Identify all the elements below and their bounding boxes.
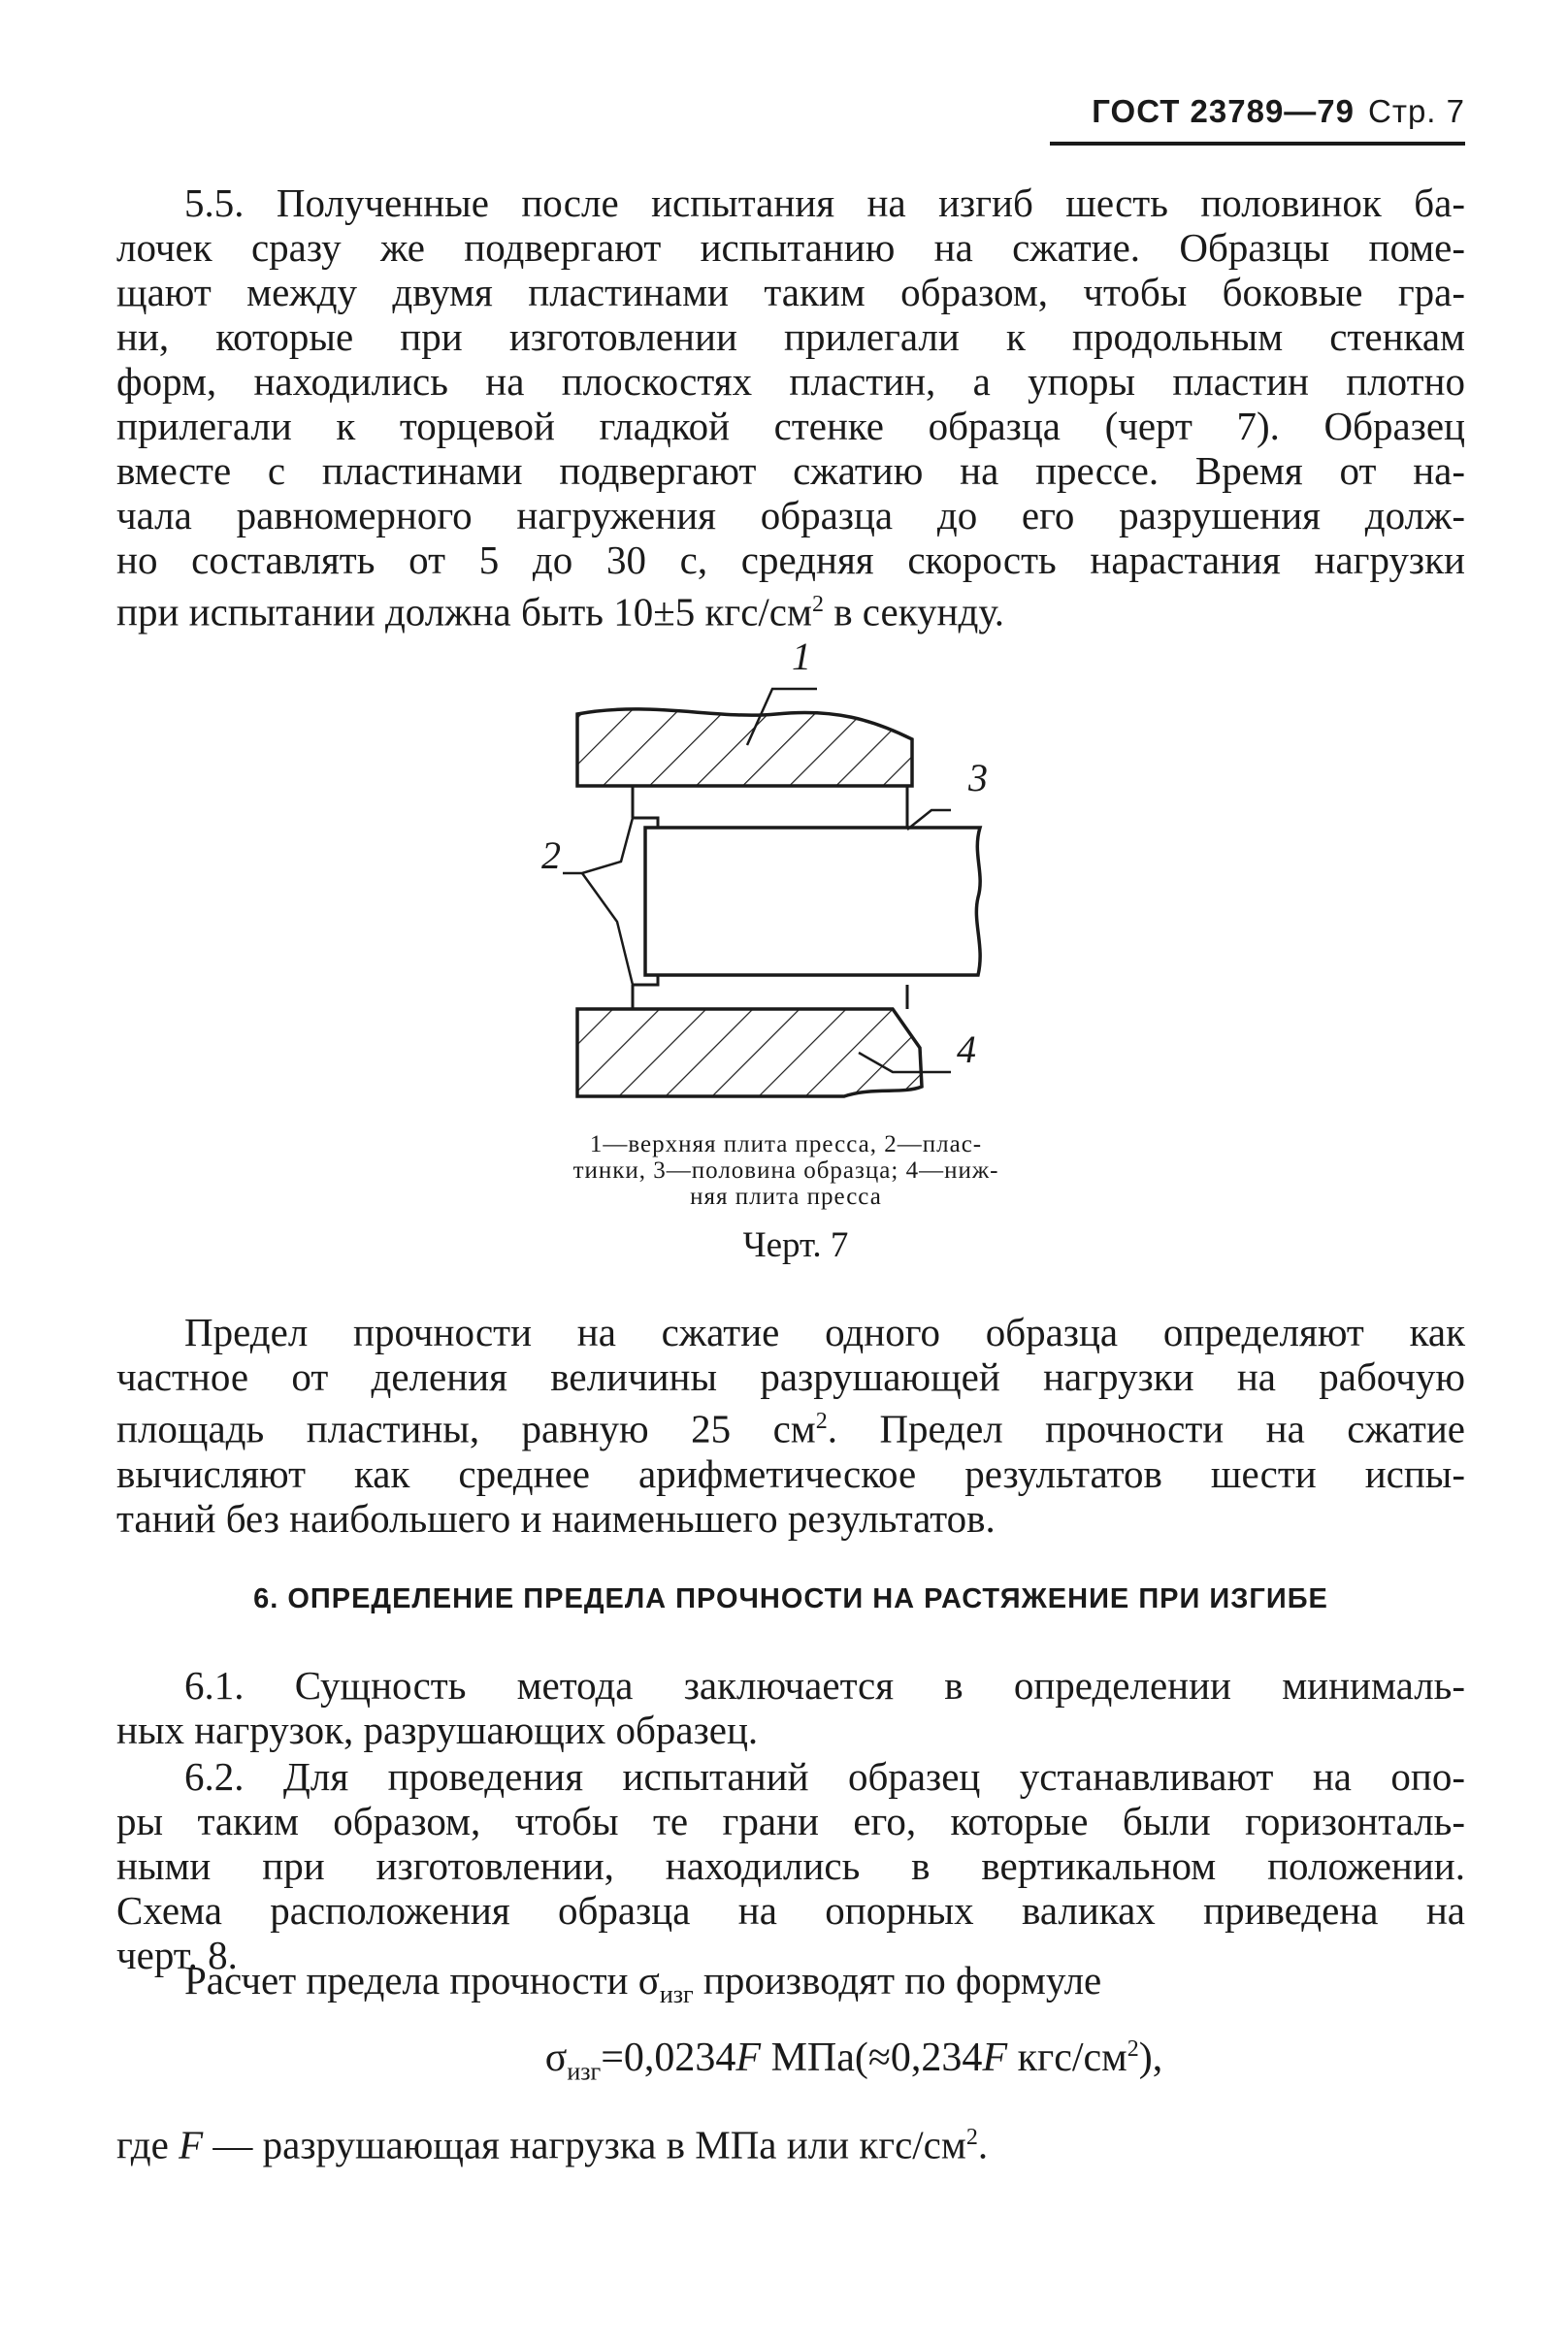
text-line: щают между двумя пластинами таким образом, чтобы боковые гра- [116,270,1465,314]
formula-part: ), [1138,2036,1163,2080]
text-fragment: . [977,2122,989,2167]
formula-sigma: σ [544,2036,568,2080]
formula [369,2035,1339,2086]
label-4: 4 [957,1027,976,1071]
text-line: форм, находились на плоскостях пластин, а упоры пластин плотно [116,359,1465,404]
formula-part: =0,0234 [601,2036,736,2080]
upper-press-plate [577,709,912,786]
caption-line: тинки, 3—половина образца; 4—ниж- [572,1157,999,1184]
formula-part: кгс/см [1007,2036,1127,2080]
text-line: таний без наибольшего и наименьшего результатов. [116,1495,996,1541]
formula-variable: F [982,2036,1008,2080]
text-line: ными при изготовлении, находились в вертикальном положении. [116,1843,1465,1888]
text-fragment: при испытании должна быть 10±5 кгс/см [116,589,812,635]
formula-subscript: изг [567,2057,602,2086]
text-line: ных нагрузок, разрушающих образец. [116,1708,759,1752]
text-line: 5.5. Полученные после испытания на изгиб шесть половинок ба- [184,180,1465,225]
text-line [116,1399,1465,1451]
text-line: Предел прочности на сжатие одного образца определяют как [184,1310,1465,1354]
page-header [1048,93,1465,130]
text-line: черт. 8. [116,1933,238,1977]
superscript: 2 [811,592,824,617]
subscript: изг [659,1980,694,2009]
text-line: вместе с пластинами подвергают сжатию на прессе. Время от на- [116,448,1465,493]
paragraph-6-2 [116,1754,1465,1977]
figure-caption [514,1131,1058,1210]
text-line: ни, которые при изготовлении прилегали к продольным стенкам [116,314,1465,359]
text-line: 6.2. Для проведения испытаний образец устанавливают на опо- [184,1754,1465,1799]
text-line [116,2115,1465,2167]
caption-line: няя плита пресса [690,1184,882,1210]
superscript: 2 [815,1409,828,1434]
standard-code: ГОСТ 23789—79 [1092,93,1355,129]
paragraph-where [116,2115,1465,2167]
formula-variable: F [735,2036,762,2080]
label-3: 3 [968,756,988,799]
text-fragment: — разрушающая нагрузка в МПа или кгс/см [203,2122,966,2167]
caption-line: 1—верхняя плита пресса, 2—плас- [589,1131,983,1157]
label-2: 2 [541,833,561,877]
text-line: Схема расположения образца на опорных валиках приведена на [116,1888,1465,1933]
text-fragment: площадь пластины, равную 25 см [116,1406,816,1451]
header-rule [1050,142,1465,146]
formula-part: МПа(≈0,234 [761,2036,983,2080]
text-line: ры таким образом, чтобы те грани его, которые были горизонталь- [116,1799,1465,1843]
paragraph-compression-strength [116,1310,1465,1541]
sample-half [645,828,980,975]
page-number: Стр. 7 [1368,93,1465,129]
paragraph-calculation [116,1958,1465,2017]
formula-superscript: 2 [1127,2036,1139,2062]
text-fragment: где [116,2122,180,2167]
text-fragment: в секунду. [823,589,1004,635]
text-line: прилегали к торцевой гладкой стенке образца (черт 7). Образец [116,404,1465,448]
text-line: 6.1. Сущность метода заключается в определении минималь- [184,1663,1465,1708]
text-line: частное от деления величины разрушающей нагрузки на рабочую [116,1354,1465,1399]
text-fragment: производят по формуле [693,1958,1102,2003]
lower-press-plate [577,1009,922,1096]
text-line: чала равномерного нагружения образца до его разрушения долж- [116,493,1465,537]
text-line: лочек сразу же подвергают испытанию на сжатие. Образцы поме- [116,225,1465,270]
text-line: вычисляют как среднее арифметическое результатов шести испы- [116,1450,1465,1496]
paragraph-5-5 [116,180,1465,635]
text-fragment: . Предел прочности на сжатие [827,1406,1465,1451]
text-line: но составлять от 5 до 30 с, средняя скорость нарастания нагрузки [116,537,1465,582]
text-line [116,1958,1465,2017]
superscript: 2 [965,2125,978,2150]
section-heading: 6. ОПРЕДЕЛЕНИЕ ПРЕДЕЛА ПРОЧНОСТИ НА РАСТЯЖЕНИЕ ПРИ ИЗГИБЕ [253,1583,1328,1614]
label-1: 1 [792,635,811,678]
text-fragment: Расчет предела прочности σ [184,1958,660,2003]
paragraph-6-1 [116,1663,1465,1752]
variable: F [179,2122,204,2167]
figure-label: Черт. 7 [742,1225,849,1265]
press-diagram [524,631,1029,1116]
text-line [116,582,1465,635]
